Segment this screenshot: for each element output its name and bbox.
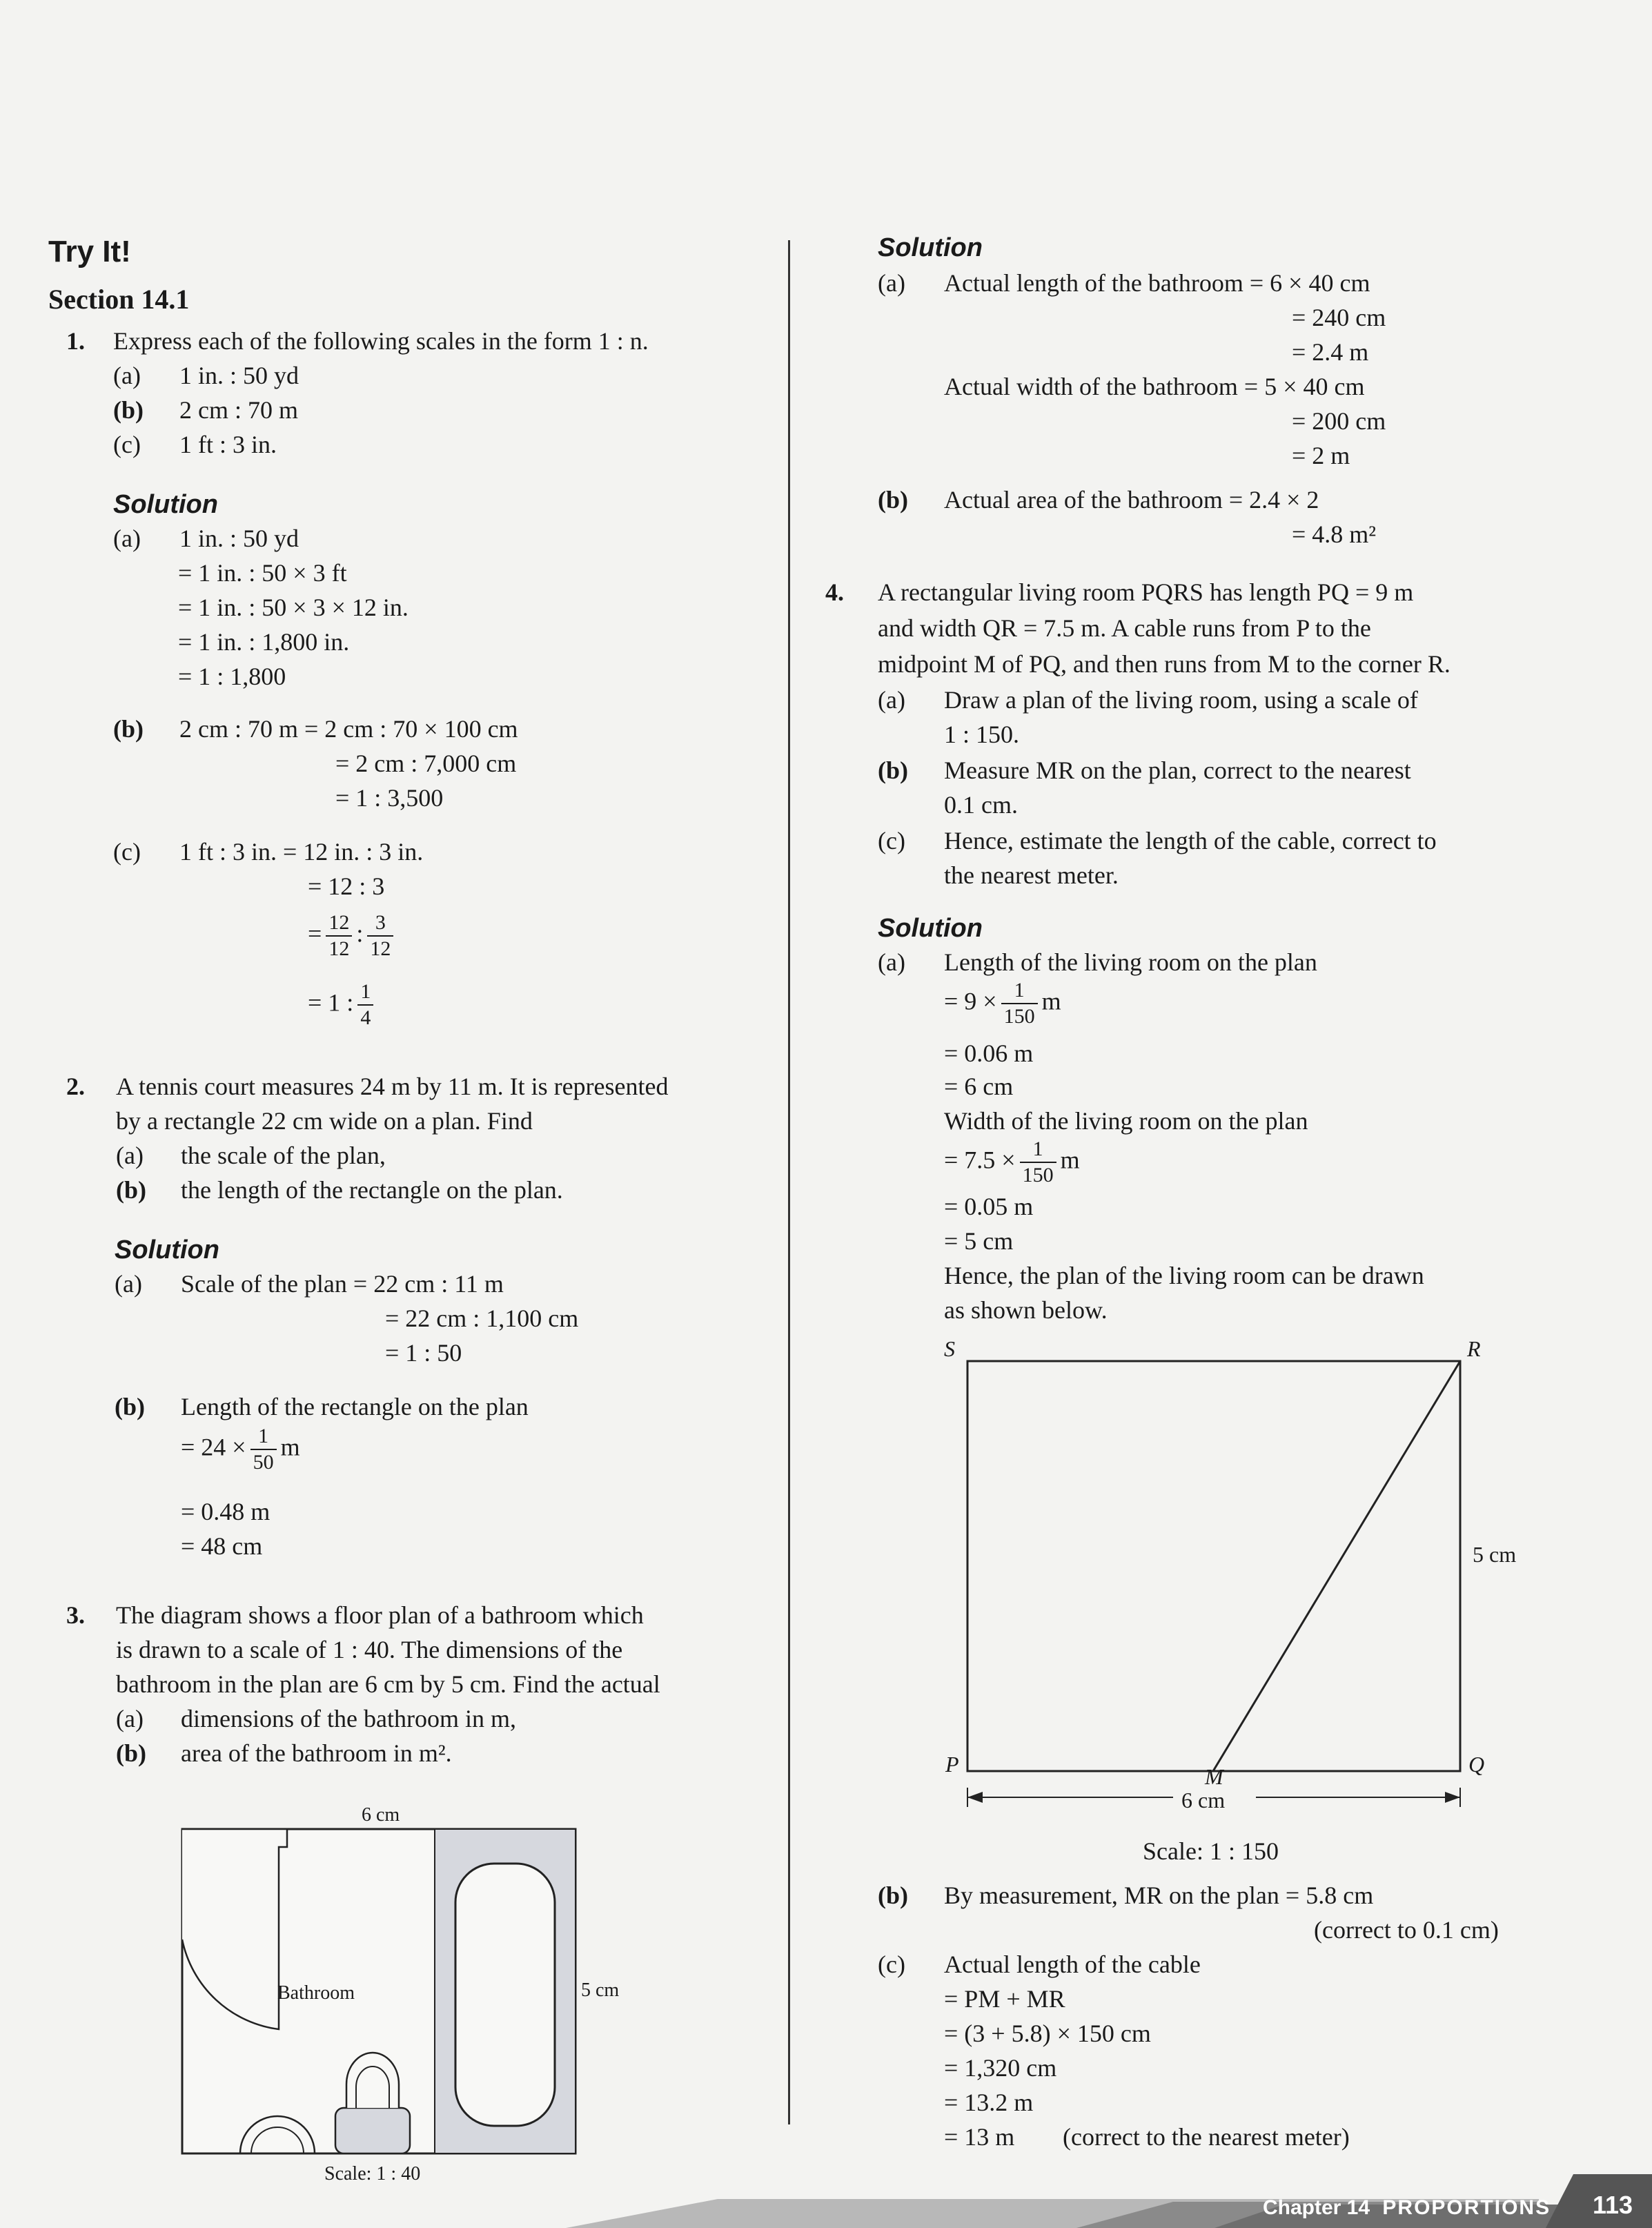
cable-mr-line [1213,1361,1460,1771]
corner-label-s: S [944,1336,955,1361]
q4-sol-c-line: Actual length of the cable [944,1951,1201,1978]
q4-sol-c-line: = (3 + 5.8) × 150 cm [944,2020,1151,2047]
q1-item-a-text: 1 in. : 50 yd [179,362,299,389]
q2-sol-a-line: Scale of the plan = 22 cm : 11 m [181,1270,504,1298]
footer-chapter: Chapter 14 PROPORTIONS [1263,2196,1551,2219]
q4-sol-b-label: (b) [878,1882,908,1909]
q1-sol-c-line: 1 ft : 3 in. = 12 in. : 3 in. [179,838,424,866]
bathtub [455,1864,555,2126]
q3-sol-a-label: (a) [878,269,905,297]
q1-sol-c-fraction-line: = $\frac{12}{12}$ : $\frac{3}{12}$ [308,912,397,959]
corner-label-p: P [945,1752,959,1777]
q2-sol-b-line: = 48 cm [181,1532,263,1560]
q4-sol-c-line: = 1,320 cm [944,2054,1057,2082]
q3-prompt-line: is drawn to a scale of 1 : 40. The dimensions of the [116,1636,623,1663]
q4-prompt-line: midpoint M of PQ, and then runs from M to the corner R. [878,650,1451,678]
corner-label-q: Q [1468,1752,1485,1777]
q4-item-a-line: Draw a plan of the living room, using a scale of [944,686,1418,714]
q4-item-a-label: (a) [878,686,905,714]
q4-sol-a-line: = 6 cm [944,1073,1014,1100]
q3-item-a-text: dimensions of the bathroom in m, [181,1705,516,1732]
q4-sol-c-line: = 13.2 m [944,2089,1034,2116]
fraction: $\frac{1}{50}$ [250,1426,277,1473]
q1-sol-a-line: = 1 in. : 50 × 3 ft [178,559,347,587]
q4-item-c-line: Hence, estimate the length of the cable, correct to [944,827,1437,854]
q4-sol-a-fraction-line: = 9 × $\frac{1}{150}$ m [944,979,1061,1028]
section-heading: Section 14.1 [48,284,190,315]
q4-sol-c-label: (c) [878,1951,905,1978]
q1-sol-b-line: = 1 : 3,500 [335,784,444,812]
q3-sol-b-line: Actual area of the bathroom = 2.4 × 2 [944,486,1319,514]
q3-prompt-line: bathroom in the plan are 6 cm by 5 cm. Find the actual [116,1670,660,1698]
q4-solution-heading: Solution [878,914,983,943]
q2-sol-b-label: (b) [115,1393,145,1420]
q4-sol-a-line: as shown below. [944,1296,1108,1324]
q4-item-c-line: the nearest meter. [944,861,1119,889]
midpoint-label-m: M [1205,1764,1223,1789]
q4-number: 4. [825,578,844,606]
q4-sol-a-line: Length of the living room on the plan [944,948,1317,976]
q3-item-b-text: area of the bathroom in m². [181,1739,452,1767]
q2-sol-a-line: = 1 : 50 [385,1339,462,1367]
q1-item-b-text: 2 cm : 70 m [179,396,298,424]
q1-sol-c-result: = 1 : $\frac{1}{4}$ [308,981,377,1028]
q3-number: 3. [66,1601,85,1629]
bathroom-side-dimension: 5 cm [581,1980,620,2001]
q1-sol-c-line: = 12 : 3 [308,872,385,900]
q4-item-b-line: Measure MR on the plan, correct to the nearest [944,756,1411,784]
fraction: $\frac{1}{150}$ [1020,1139,1056,1186]
q1-sol-a-line: 1 in. : 50 yd [179,525,299,552]
plan-side-dimension: 5 cm [1473,1542,1517,1567]
q4-sol-a-line: Hence, the plan of the living room can be drawn [944,1262,1424,1289]
column-divider [788,240,790,2124]
q4-prompt-line: A rectangular living room PQRS has length PQ = 9 m [878,578,1414,606]
q2-number: 2. [66,1073,85,1100]
q2-solution-heading: Solution [115,1235,219,1264]
toilet-bowl [346,2053,399,2108]
page-number: 113 [1593,2191,1633,2219]
q2-prompt-line: by a rectangle 22 cm wide on a plan. Find [116,1107,533,1135]
q3-item-b-label: (b) [116,1739,146,1767]
plan-bottom-dimension: 6 cm [1181,1788,1226,1812]
q1-sol-c-label: (c) [113,838,141,866]
q4-sol-a-fraction-line: = 7.5 × $\frac{1}{150}$ m [944,1137,1080,1186]
q3-sol-a-line: = 2 m [1292,442,1350,469]
corner-label-r: R [1467,1336,1481,1361]
q1-sol-a-label: (a) [113,525,141,552]
q1-item-b-label: (b) [113,396,144,424]
fraction: $\frac{12}{12}$ [326,912,352,959]
q4-sol-a-line: = 0.06 m [944,1039,1034,1067]
arrow-left [967,1792,983,1803]
q4-item-b-line: 0.1 cm. [944,791,1018,819]
arrow-right [1445,1792,1460,1803]
q3-sol-b-line: = 4.8 m² [1292,520,1377,548]
q2-item-b-label: (b) [116,1176,146,1204]
q3-sol-b-label: (b) [878,486,908,514]
q2-item-b-text: the length of the rectangle on the plan. [181,1176,563,1204]
try-it-heading: Try It! [48,235,131,268]
q1-sol-a-line: = 1 in. : 1,800 in. [178,628,350,656]
q2-item-a-label: (a) [116,1142,144,1169]
room-rectangle [967,1361,1460,1771]
q2-sol-b-line: = 0.48 m [181,1498,271,1525]
q3-sol-a-line: Actual length of the bathroom = 6 × 40 cm [944,269,1370,297]
q3-sol-a-line: Actual width of the bathroom = 5 × 40 cm [944,373,1365,400]
bathroom-top-dimension: 6 cm [362,1804,400,1826]
q4-item-b-label: (b) [878,756,908,784]
bathroom-room-label: Bathroom [277,1982,355,2004]
q1-prompt: Express each of the following scales in the form 1 : n. [113,327,649,355]
q2-sol-a-label: (a) [115,1270,142,1298]
q2-sol-b-fraction-line: = 24 × $\frac{1}{50}$ m [181,1425,300,1474]
q4-sol-a-line: = 5 cm [944,1227,1014,1255]
q1-sol-a-line: = 1 : 1,800 [178,663,286,690]
bathroom-floor-plan [166,1801,607,2167]
q1-number: 1. [66,327,85,355]
q4-sol-b-line: By measurement, MR on the plan = 5.8 cm [944,1882,1374,1909]
q4-sol-c-note: (correct to the nearest meter) [1063,2123,1350,2151]
q1-item-c-text: 1 ft : 3 in. [179,431,277,458]
q2-prompt-line: A tennis court measures 24 m by 11 m. It is represented [116,1073,669,1100]
toilet-tank [335,2108,410,2153]
q1-sol-b-line: 2 cm : 70 m = 2 cm : 70 × 100 cm [179,715,518,743]
q1-solution-heading: Solution [113,490,218,519]
q1-sol-b-line: = 2 cm : 7,000 cm [335,750,517,777]
q4-prompt-line: and width QR = 7.5 m. A cable runs from P to the [878,614,1371,642]
q4-item-c-label: (c) [878,827,905,854]
bathroom-scale-label: Scale: 1 : 40 [324,2163,421,2185]
q2-item-a-text: the scale of the plan, [181,1142,386,1169]
q4-sol-b-note: (correct to 0.1 cm) [1314,1916,1499,1944]
fraction: $\frac{1}{4}$ [357,981,373,1028]
q3-sol-a-line: = 240 cm [1292,304,1386,331]
q4-sol-a-line: = 0.05 m [944,1193,1034,1220]
q4-sol-a-label: (a) [878,948,905,976]
q4-item-a-line: 1 : 150. [944,721,1020,748]
plan-scale-label: Scale: 1 : 150 [1143,1837,1279,1865]
q1-item-a-label: (a) [113,362,141,389]
q3-sol-a-line: = 200 cm [1292,407,1386,435]
q3-item-a-label: (a) [116,1705,144,1732]
q4-sol-c-line: = 13 m [944,2123,1015,2151]
q1-item-c-label: (c) [113,431,141,458]
q3-solution-heading: Solution [878,233,983,262]
q2-sol-a-line: = 22 cm : 1,100 cm [385,1304,579,1332]
q4-sol-c-line: = PM + MR [944,1985,1065,2013]
q4-sol-a-line: Width of the living room on the plan [944,1107,1308,1135]
q2-sol-b-line: Length of the rectangle on the plan [181,1393,529,1420]
fraction: $\frac{1}{150}$ [1001,980,1038,1027]
fraction: $\frac{3}{12}$ [367,912,393,959]
q1-sol-a-line: = 1 in. : 50 × 3 × 12 in. [178,594,409,621]
q3-prompt-line: The diagram shows a floor plan of a bathroom which [116,1601,644,1629]
q3-sol-a-line: = 2.4 m [1292,338,1369,366]
q1-sol-b-label: (b) [113,715,144,743]
